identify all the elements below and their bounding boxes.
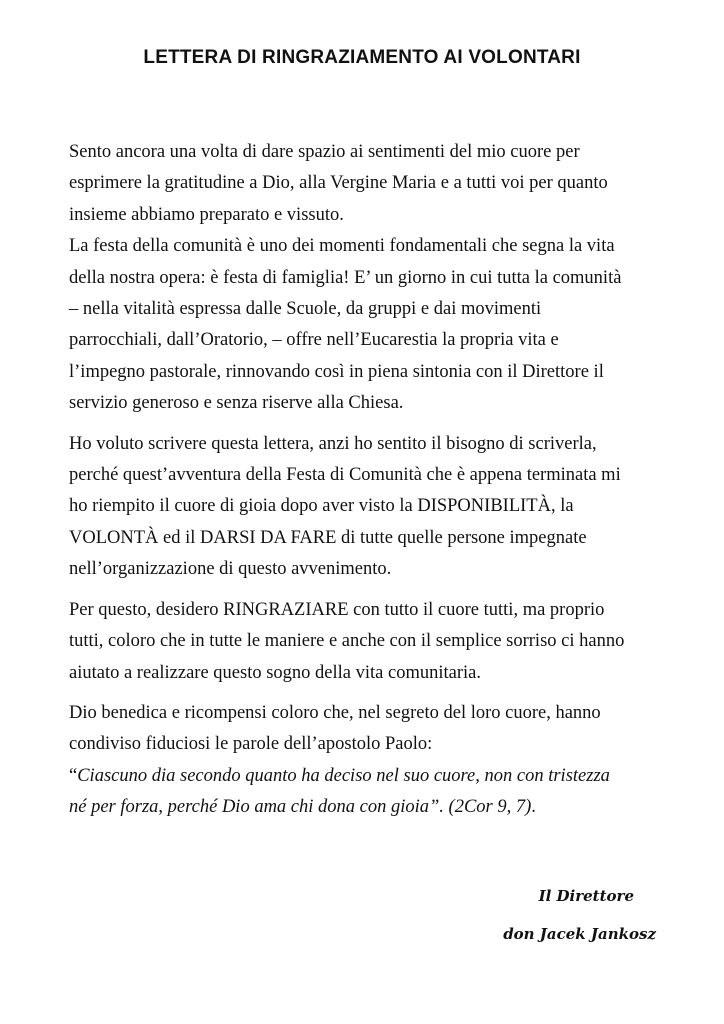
text-line: della nostra opera: è festa di famiglia! E’ un giorno in cui tutta la comunità bbox=[69, 267, 622, 288]
text-line: parrocchiali, dall’Oratorio, – offre nell’Eucarestia la propria vita e bbox=[69, 330, 559, 351]
signature-title: Il Direttore bbox=[538, 887, 634, 905]
signature-block bbox=[503, 877, 656, 953]
text-line: – nella vitalità espressa dalle Scuole, da gruppi e dai movimenti bbox=[69, 299, 542, 320]
text-line: tutti, coloro che in tutte le maniere e anche con il semplice sorriso ci hanno bbox=[69, 631, 625, 652]
quote-separator: , bbox=[158, 797, 168, 818]
quote-open-mark: “ bbox=[69, 765, 78, 786]
text-line: Sento ancora una volta di dare spazio ai sentimenti del mio cuore per bbox=[69, 142, 580, 162]
text-line: Per questo, desidero RINGRAZIARE con tutto il cuore tutti, ma proprio bbox=[69, 599, 605, 620]
signature-name: don Jacek Jankosz bbox=[503, 925, 656, 943]
text-line: nell’organizzazione di questo avvenimento. bbox=[69, 559, 392, 580]
text-line: insieme abbiamo preparato e vissuto. bbox=[69, 204, 344, 225]
text-line: VOLONTÀ ed il DARSI DA FARE di tutte quelle persone impegnate bbox=[69, 527, 587, 548]
letter-title: LETTERA DI RINGRAZIAMENTO AI VOLONTARI bbox=[143, 47, 581, 68]
text-line: servizio generoso e senza riserve alla Chiesa. bbox=[69, 393, 404, 414]
paragraph-1 bbox=[69, 137, 669, 420]
quote-text: perché Dio ama chi dona con gioia”. (2Cor 9, 7) bbox=[167, 797, 532, 818]
bible-quote-line-2 bbox=[69, 792, 669, 823]
paragraph-2 bbox=[69, 429, 669, 586]
letter-body bbox=[69, 137, 669, 824]
quote-text: né per forza bbox=[69, 797, 159, 818]
paragraph-4 bbox=[69, 698, 669, 824]
text-line: aiutato a realizzare questo sogno della vita comunitaria. bbox=[69, 662, 481, 683]
paragraph-3 bbox=[69, 595, 669, 689]
text-line: esprimere la gratitudine a Dio, alla Vergine Maria e a tutti voi per quanto bbox=[69, 173, 608, 194]
text-line: perché quest’avventura della Festa di Comunità che è appena terminata mi bbox=[69, 465, 621, 486]
quote-text: Ciascuno dia secondo quanto ha deciso nel suo cuore, non con tristezza bbox=[77, 765, 610, 786]
text-line: ho riempito il cuore di gioia dopo aver visto la DISPONIBILITÀ, la bbox=[69, 496, 574, 517]
quote-end: . bbox=[531, 797, 536, 818]
text-line: Dio benedica e ricompensi coloro che, nel segreto del loro cuore, hanno bbox=[69, 702, 601, 723]
text-line: l’impegno pastorale, rinnovando così in piena sintonia con il Direttore il bbox=[69, 361, 604, 382]
text-line: condiviso fiduciosi le parole dell’apostolo Paolo: bbox=[69, 734, 433, 755]
text-line: Ho voluto scrivere questa lettera, anzi ho sentito il bisogno di scriverla, bbox=[69, 433, 597, 454]
text-line: La festa della comunità è uno dei momenti fondamentali che segna la vita bbox=[69, 236, 615, 257]
bible-quote-line-1 bbox=[69, 761, 669, 792]
